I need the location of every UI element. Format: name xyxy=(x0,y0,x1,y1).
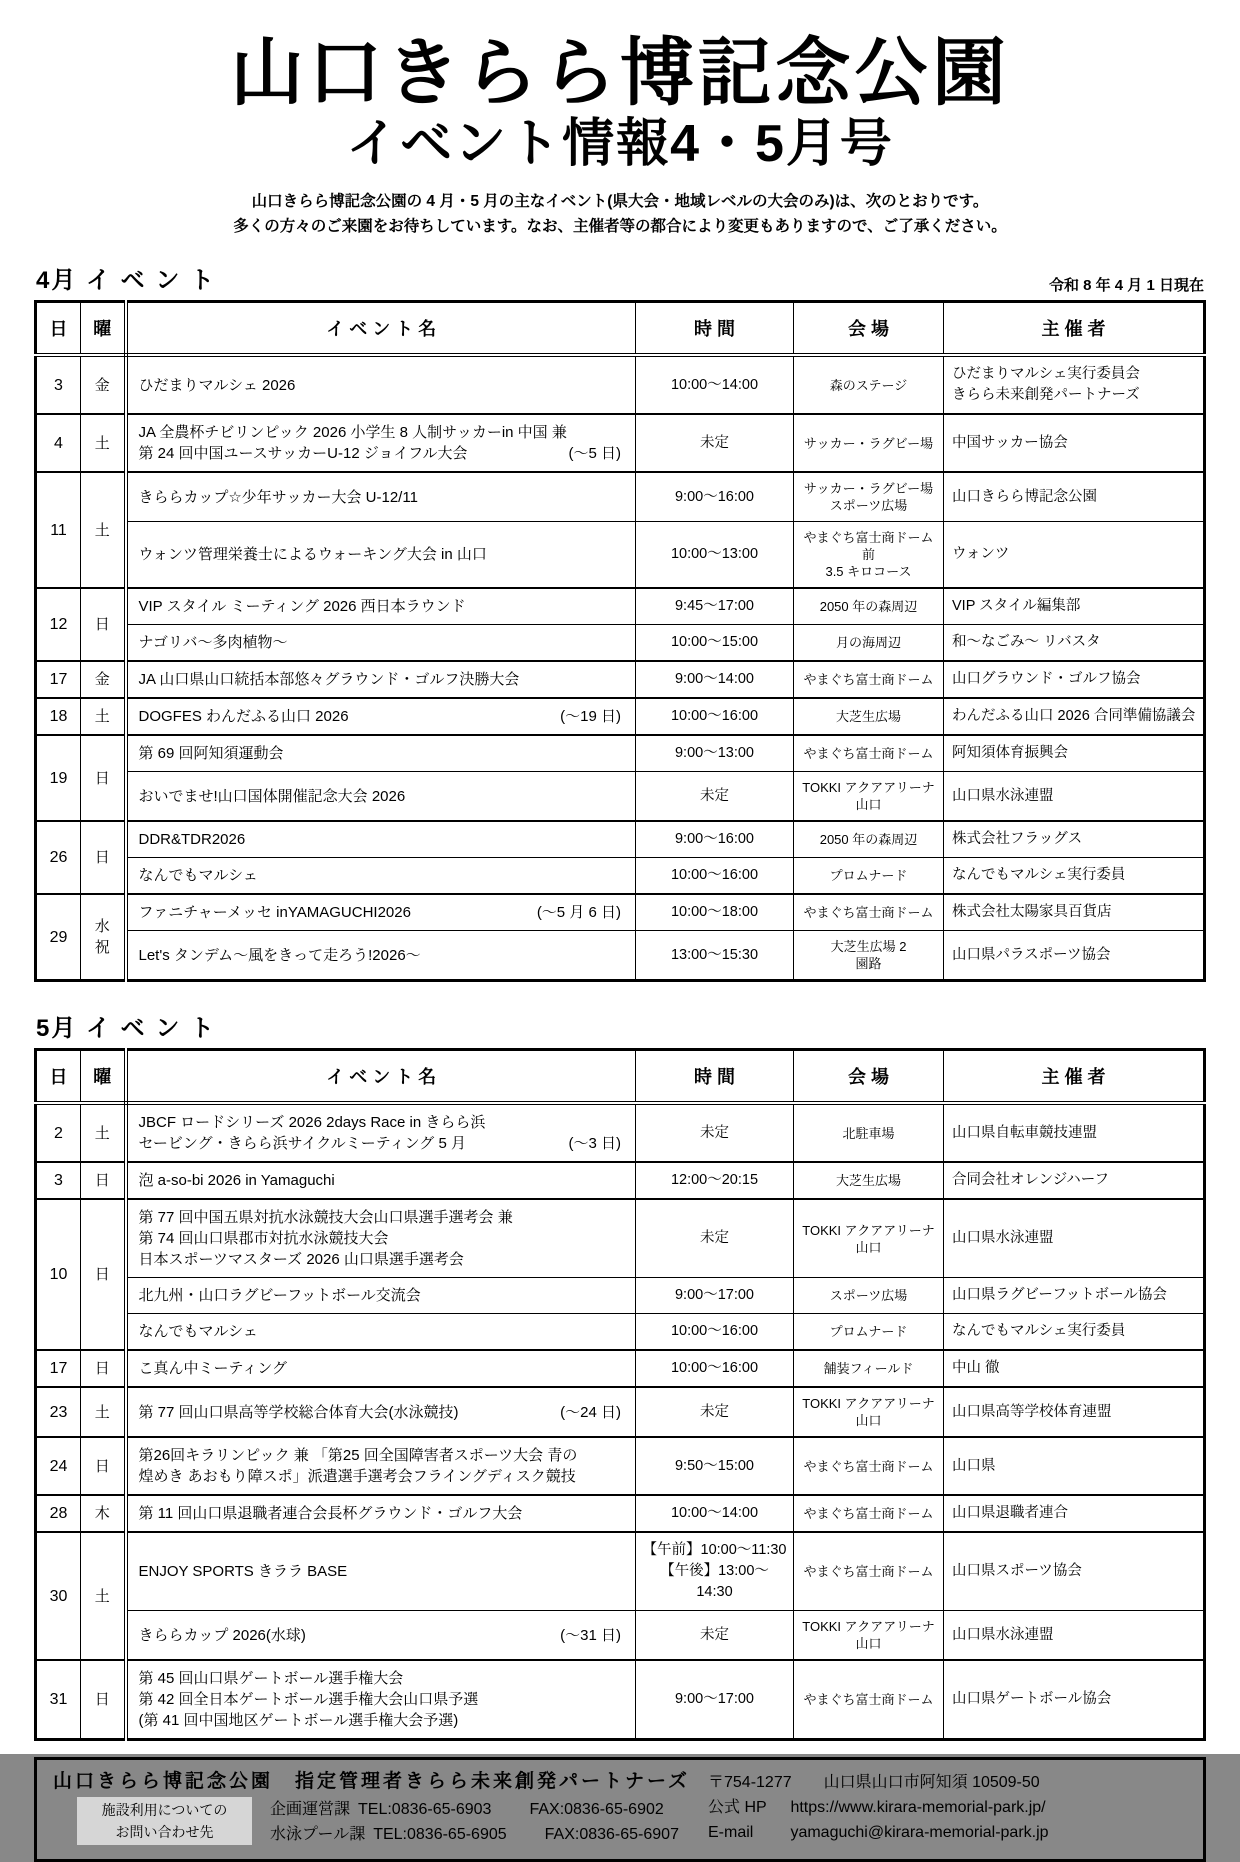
event-row xyxy=(36,588,1205,625)
organizer-cell: 株式会社フラッグス xyxy=(944,821,1205,858)
weekday-cell: 金 xyxy=(81,661,126,698)
contact-label-line2: お問い合わせ先 xyxy=(115,1824,214,1840)
footer-left xyxy=(53,1769,708,1847)
organizer-cell: 山口県パラスポーツ協会 xyxy=(944,931,1205,981)
column-header-time: 時 間 xyxy=(636,302,794,356)
event-row xyxy=(36,625,1205,662)
event-row xyxy=(36,355,1205,414)
organizer-cell: ウォンツ xyxy=(944,522,1205,589)
time-cell: 9:00〜13:00 xyxy=(636,735,794,772)
event-row xyxy=(36,1103,1205,1162)
time-cell: 10:00〜13:00 xyxy=(636,522,794,589)
april-section-head xyxy=(36,260,1204,295)
weekday-cell: 土 xyxy=(81,1387,126,1437)
venue-cell: やまぐち富士商ドーム前 3.5 キロコース xyxy=(794,522,944,589)
footer-contact-box xyxy=(34,1757,1206,1862)
as-of-date: 令和 8 年 4 月 1 日現在 xyxy=(1048,277,1204,294)
event-row xyxy=(36,1314,1205,1351)
event-name-cell: きららカップ 2026(水球) (〜31 日) xyxy=(126,1611,636,1661)
day-cell: 31 xyxy=(36,1660,81,1740)
organizer-cell: 山口県退職者連合 xyxy=(944,1495,1205,1532)
page-subtitle: イベント情報4・5月号 xyxy=(346,114,894,173)
event-row xyxy=(36,1495,1205,1532)
time-cell: 未定 xyxy=(636,414,794,472)
time-cell: 10:00〜15:00 xyxy=(636,625,794,662)
event-name-cell: VIP スタイル ミーティング 2026 西日本ラウンド xyxy=(126,588,636,625)
title-block xyxy=(34,31,1206,173)
event-name-cell: 第 77 回中国五県対抗水泳競技大会山口県選手選考会 兼 第 74 回山口県郡市対抗水泳競技大会 日本スポーツマスターズ 2026 山口県選手選考会 xyxy=(126,1199,636,1278)
time-cell: 9:00〜16:00 xyxy=(636,821,794,858)
column-header-day: 日 xyxy=(36,302,81,356)
event-row xyxy=(36,821,1205,858)
day-cell: 30 xyxy=(36,1532,81,1660)
email-line xyxy=(708,1820,1187,1845)
day-cell: 10 xyxy=(36,1199,81,1350)
venue-cell: TOKKI アクアアリーナ 山口 xyxy=(794,1387,944,1437)
event-name-cell: ENJOY SPORTS きララ BASE xyxy=(126,1532,636,1611)
time-cell: 9:00〜17:00 xyxy=(636,1660,794,1740)
organizer-cell: なんでもマルシェ実行委員 xyxy=(944,858,1205,895)
venue-cell: 大芝生広場 2 園路 xyxy=(794,931,944,981)
contact-line: 企画運営課 TEL:0836-65-6903 FAX:0836-65-6902 xyxy=(270,1801,664,1818)
contact-label-line1: 施設利用についての xyxy=(101,1802,228,1818)
column-header-venue: 会 場 xyxy=(794,1050,944,1104)
event-name-cell: 泡 a-so-bi 2026 in Yamaguchi xyxy=(126,1162,636,1199)
day-cell: 2 xyxy=(36,1103,81,1162)
day-cell: 19 xyxy=(36,735,81,821)
venue-cell: 2050 年の森周辺 xyxy=(794,588,944,625)
event-row xyxy=(36,414,1205,472)
event-row xyxy=(36,1532,1205,1611)
event-name-cell: 第 45 回山口県ゲートボール選手権大会 第 42 回全日本ゲートボール選手権大会山口県予選 (第 41 回中国地区ゲートボール選手権大会予選) xyxy=(126,1660,636,1740)
organizer-cell: 山口県高等学校体育連盟 xyxy=(944,1387,1205,1437)
organizer-cell: 山口グラウンド・ゴルフ協会 xyxy=(944,661,1205,698)
table-header-row xyxy=(36,302,1205,356)
organizer-cell: わんだふる山口 2026 合同準備協議会 xyxy=(944,698,1205,735)
weekday-cell: 土 xyxy=(81,1103,126,1162)
day-cell: 26 xyxy=(36,821,81,894)
venue-cell: サッカー・ラグビー場 スポーツ広場 xyxy=(794,472,944,522)
organizer-cell: 和〜なごみ〜 リバスタ xyxy=(944,625,1205,662)
column-header-day: 日 xyxy=(36,1050,81,1104)
time-cell: 10:00〜16:00 xyxy=(636,698,794,735)
venue-cell: やまぐち富士商ドーム xyxy=(794,1495,944,1532)
venue-cell: サッカー・ラグビー場 xyxy=(794,414,944,472)
column-header-dow: 曜 xyxy=(81,302,126,356)
column-header-venue: 会 場 xyxy=(794,302,944,356)
organizer-cell: 山口県スポーツ協会 xyxy=(944,1532,1205,1611)
event-name-cell: ファニチャーメッセ inYAMAGUCHI2026 (〜5 月 6 日) xyxy=(126,894,636,931)
event-row xyxy=(36,522,1205,589)
weekday-cell: 日 xyxy=(81,1162,126,1199)
event-name-cell: ひだまりマルシェ 2026 xyxy=(126,355,636,414)
organizer-cell: 株式会社太陽家具百貨店 xyxy=(944,894,1205,931)
event-name-cell: JA 山口県山口統括本部悠々グラウンド・ゴルフ決勝大会 xyxy=(126,661,636,698)
event-name-cell: おいでませ!山口国体開催記念大会 2026 xyxy=(126,772,636,822)
event-row xyxy=(36,1199,1205,1278)
event-name-cell: 第 11 回山口県退職者連合会長杯グラウンド・ゴルフ大会 xyxy=(126,1495,636,1532)
venue-cell: やまぐち富士商ドーム xyxy=(794,1532,944,1611)
weekday-cell: 水 祝 xyxy=(81,894,126,981)
organizer-cell: 山口県水泳連盟 xyxy=(944,1199,1205,1278)
venue-cell: 北駐車場 xyxy=(794,1103,944,1162)
hp-url: https://www.kirara-memorial-park.jp/ xyxy=(790,1799,1046,1816)
organizer-cell: 山口県水泳連盟 xyxy=(944,772,1205,822)
page-title: 山口きらら博記念公園 xyxy=(230,31,1010,114)
hp-label: 公式 HP xyxy=(708,1799,767,1816)
venue-cell: スポーツ広場 xyxy=(794,1278,944,1314)
time-cell: 未定 xyxy=(636,1611,794,1661)
venue-cell: TOKKI アクアアリーナ 山口 xyxy=(794,1199,944,1278)
weekday-cell: 金 xyxy=(81,355,126,414)
day-cell: 12 xyxy=(36,588,81,661)
event-name-cell: なんでもマルシェ xyxy=(126,858,636,895)
postal-address: 〒754-1277 山口県山口市阿知須 10509-50 xyxy=(708,1774,1040,1791)
may-section-head xyxy=(36,1008,1204,1043)
venue-cell: やまぐち富士商ドーム xyxy=(794,894,944,931)
event-name-cell: JA 全農杯チビリンピック 2026 小学生 8 人制サッカーin 中国 兼 第 24 回中国ユースサッカーU-12 ジョイフル大会 (〜5 日) xyxy=(126,414,636,472)
venue-cell: 大芝生広場 xyxy=(794,698,944,735)
event-row xyxy=(36,698,1205,735)
event-name-cell: なんでもマルシェ xyxy=(126,1314,636,1351)
event-duration-note: (〜5 日) xyxy=(568,445,621,462)
event-duration-note: (〜19 日) xyxy=(560,708,621,725)
organizer-cell: ひだまりマルシェ実行委員会 きらら未来創発パートナーズ xyxy=(944,355,1205,414)
email-label: E-mail xyxy=(708,1824,754,1841)
event-name-cell: Let's タンデム〜風をきって走ろう!2026〜 xyxy=(126,931,636,981)
time-cell: 10:00〜18:00 xyxy=(636,894,794,931)
column-header-organizer: 主 催 者 xyxy=(944,1050,1205,1104)
venue-cell: やまぐち富士商ドーム xyxy=(794,1437,944,1495)
event-row xyxy=(36,1350,1205,1387)
event-name-cell: 北九州・山口ラグビーフットボール交流会 xyxy=(126,1278,636,1314)
time-cell: 13:00〜15:30 xyxy=(636,931,794,981)
venue-cell: 舗装フィールド xyxy=(794,1350,944,1387)
contact-label-box xyxy=(77,1797,252,1845)
time-cell: 10:00〜16:00 xyxy=(636,1350,794,1387)
may-events-table xyxy=(34,1048,1206,1741)
contact-line: 水泳プール課 TEL:0836-65-6905 FAX:0836-65-6907 xyxy=(270,1826,679,1843)
organizer-cell: なんでもマルシェ実行委員 xyxy=(944,1314,1205,1351)
official-site-line xyxy=(708,1795,1187,1820)
weekday-cell: 日 xyxy=(81,588,126,661)
day-cell: 3 xyxy=(36,1162,81,1199)
time-cell: 10:00〜16:00 xyxy=(636,858,794,895)
venue-cell: 2050 年の森周辺 xyxy=(794,821,944,858)
weekday-cell: 日 xyxy=(81,1660,126,1740)
event-name-cell: DDR&TDR2026 xyxy=(126,821,636,858)
day-cell: 18 xyxy=(36,698,81,735)
weekday-cell: 土 xyxy=(81,472,126,588)
contact-lines xyxy=(270,1797,679,1847)
venue-cell: やまぐち富士商ドーム xyxy=(794,661,944,698)
event-row xyxy=(36,735,1205,772)
organizer-cell: 山口県ゲートボール協会 xyxy=(944,1660,1205,1740)
venue-cell: プロムナード xyxy=(794,1314,944,1351)
event-name-cell: JBCF ロードシリーズ 2026 2days Race in きらら浜 セービング・きらら浜サイクルミーティング 5 月 (〜3 日) xyxy=(126,1103,636,1162)
column-header-time: 時 間 xyxy=(636,1050,794,1104)
day-cell: 23 xyxy=(36,1387,81,1437)
column-header-name: イ ベ ン ト 名 xyxy=(126,302,636,356)
weekday-cell: 土 xyxy=(81,414,126,472)
organizer-cell: 山口県ラグビーフットボール協会 xyxy=(944,1278,1205,1314)
event-row xyxy=(36,1278,1205,1314)
organizer-cell: 山口県自転車競技連盟 xyxy=(944,1103,1205,1162)
day-cell: 28 xyxy=(36,1495,81,1532)
time-cell: 9:50〜15:00 xyxy=(636,1437,794,1495)
day-cell: 4 xyxy=(36,414,81,472)
event-row xyxy=(36,661,1205,698)
venue-cell: TOKKI アクアアリーナ 山口 xyxy=(794,772,944,822)
venue-cell: やまぐち富士商ドーム xyxy=(794,735,944,772)
column-header-organizer: 主 催 者 xyxy=(944,302,1205,356)
footer-park-name: 山口きらら博記念公園 指定管理者きらら未来創発パートナーズ xyxy=(53,1771,691,1792)
time-cell: 未定 xyxy=(636,772,794,822)
april-events-table xyxy=(34,300,1206,982)
weekday-cell: 土 xyxy=(81,1532,126,1660)
day-cell: 24 xyxy=(36,1437,81,1495)
event-duration-note: (〜31 日) xyxy=(560,1626,621,1644)
event-name-cell: 第 77 回山口県高等学校総合体育大会(水泳競技) (〜24 日) xyxy=(126,1387,636,1437)
event-name-cell: ウォンツ管理栄養士によるウォーキング大会 in 山口 xyxy=(126,522,636,589)
time-cell: 12:00〜20:15 xyxy=(636,1162,794,1199)
day-cell: 17 xyxy=(36,1350,81,1387)
time-cell: 未定 xyxy=(636,1199,794,1278)
time-cell: 9:00〜14:00 xyxy=(636,661,794,698)
time-cell: 10:00〜14:00 xyxy=(636,355,794,414)
organizer-cell: 山口県 xyxy=(944,1437,1205,1495)
event-name-cell: こ真ん中ミーティング xyxy=(126,1350,636,1387)
time-cell: 10:00〜14:00 xyxy=(636,1495,794,1532)
intro-line-1: 山口きらら博記念公園の 4 月・5 月の主なイベント(県大会・地域レベルの大会のみ)は、次のとおりです。 xyxy=(251,192,989,210)
column-header-name: イ ベ ン ト 名 xyxy=(126,1050,636,1104)
table-header-row xyxy=(36,1050,1205,1104)
venue-cell: 月の海周辺 xyxy=(794,625,944,662)
organizer-cell: 合同会社オレンジハーフ xyxy=(944,1162,1205,1199)
time-cell: 10:00〜16:00 xyxy=(636,1314,794,1351)
event-row xyxy=(36,1660,1205,1740)
venue-cell: TOKKI アクアアリーナ 山口 xyxy=(794,1611,944,1661)
event-row xyxy=(36,772,1205,822)
email-address: yamaguchi@kirara-memorial-park.jp xyxy=(790,1824,1049,1841)
organizer-cell: 中国サッカー協会 xyxy=(944,414,1205,472)
venue-cell: やまぐち富士商ドーム xyxy=(794,1660,944,1740)
event-name-cell: 第 69 回阿知須運動会 xyxy=(126,735,636,772)
event-duration-note: (〜5 月 6 日) xyxy=(536,904,621,921)
may-heading: 5月 イ ベ ン ト xyxy=(36,1015,217,1042)
time-cell: 9:45〜17:00 xyxy=(636,588,794,625)
organizer-cell: VIP スタイル編集部 xyxy=(944,588,1205,625)
event-name-cell: ナゴリバ〜多肉植物〜 xyxy=(126,625,636,662)
intro-line-2: 多くの方々のご来園をお待ちしています。なお、主催者等の都合により変更もありますので、ご了承ください。 xyxy=(233,218,1007,236)
event-row xyxy=(36,894,1205,931)
weekday-cell: 日 xyxy=(81,1437,126,1495)
venue-cell: 大芝生広場 xyxy=(794,1162,944,1199)
intro-text xyxy=(34,189,1206,240)
organizer-cell: 山口県水泳連盟 xyxy=(944,1611,1205,1661)
event-name-cell: 第26回キラリンピック 兼 「第25 回全国障害者スポーツ大会 青の 煌めき あおもり障スポ」派遣選手選考会フライングディスク競技 xyxy=(126,1437,636,1495)
time-cell: 未定 xyxy=(636,1387,794,1437)
weekday-cell: 日 xyxy=(81,1350,126,1387)
weekday-cell: 日 xyxy=(81,1199,126,1350)
venue-cell: プロムナード xyxy=(794,858,944,895)
venue-cell: 森のステージ xyxy=(794,355,944,414)
event-row xyxy=(36,472,1205,522)
event-duration-note: (〜24 日) xyxy=(560,1403,621,1421)
time-cell: 未定 xyxy=(636,1103,794,1162)
event-row xyxy=(36,858,1205,895)
column-header-dow: 曜 xyxy=(81,1050,126,1104)
event-row xyxy=(36,931,1205,981)
weekday-cell: 木 xyxy=(81,1495,126,1532)
event-row xyxy=(36,1162,1205,1199)
event-name-cell: きららカップ☆少年サッカー大会 U-12/11 xyxy=(126,472,636,522)
april-heading: 4月 イ ベ ン ト xyxy=(36,267,217,294)
day-cell: 3 xyxy=(36,355,81,414)
event-row xyxy=(36,1611,1205,1661)
time-cell: 9:00〜17:00 xyxy=(636,1278,794,1314)
weekday-cell: 日 xyxy=(81,821,126,894)
event-name-cell: DOGFES わんだふる山口 2026 (〜19 日) xyxy=(126,698,636,735)
time-cell: 【午前】10:00〜11:30 【午後】13:00〜14:30 xyxy=(636,1532,794,1611)
weekday-cell: 日 xyxy=(81,735,126,821)
weekday-cell: 土 xyxy=(81,698,126,735)
event-row xyxy=(36,1387,1205,1437)
footer-right xyxy=(708,1769,1187,1847)
time-cell: 9:00〜16:00 xyxy=(636,472,794,522)
day-cell: 29 xyxy=(36,894,81,981)
day-cell: 11 xyxy=(36,472,81,588)
organizer-cell: 阿知須体育振興会 xyxy=(944,735,1205,772)
event-row xyxy=(36,1437,1205,1495)
organizer-cell: 山口きらら博記念公園 xyxy=(944,472,1205,522)
organizer-cell: 中山 徹 xyxy=(944,1350,1205,1387)
day-cell: 17 xyxy=(36,661,81,698)
event-duration-note: (〜3 日) xyxy=(568,1135,621,1152)
